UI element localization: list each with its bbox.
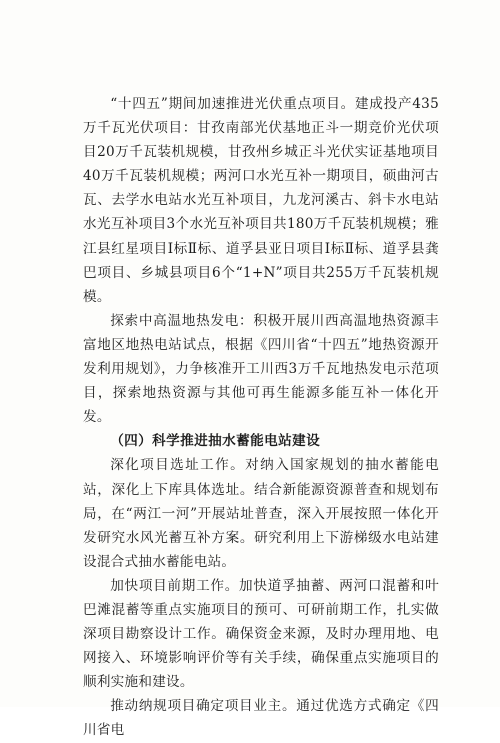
paragraph-early-stage: 加快项目前期工作。加快道孚抽蓄、两河口混蓄和叶巴滩混蓄等重点实施项目的预可、可研前期工作，扎实做深项目勘察设计工作。确保资金来源，及时办理用地、电网接入、环境影响评价等有关手续，确保重点实施项目的顺利实施和建设。 [83,577,439,691]
paragraph-owners: 推动纳规项目确定项目业主。通过优选方式确定《四川省电 [83,698,439,739]
document-body [83,92,439,743]
paragraph-solar-projects: “十四五”期间加速推进光伏重点项目。建成投产435万千瓦光伏项目：甘孜南部光伏基地正斗一期竞价光伏项目20万千瓦装机规模，甘孜州乡城正斗光伏实证基地项目40万千瓦装机规模；两河口水光互补一期项目，硕曲河古瓦、去学水电站水光互补项目，九龙河溪古、斜卡水电站水光互补项目3个水光互补项目共180万千瓦装机规模；雅江县红星项目Ⅰ标Ⅱ标、道孚县亚日项目Ⅰ标Ⅱ标、道孚县龚巴项目、乡城县项目6个“1+N”项目共255万千瓦装机规模。 [83,96,439,305]
paragraph-geothermal: 探索中高温地热发电：积极开展川西高温地热资源丰富地区地热电站试点，根据《四川省“十四五”地热资源开发利用规划》，力争核准开工川西3万千瓦地热发电示范项目，探索地热资源与其他可再生能源多能互补一体化开发。 [83,312,439,426]
paragraph-site-selection: 深化项目选址工作。对纳入国家规划的抽水蓄能电站，深化上下库具体选址。结合新能源资源普查和规划布局，在“两江一河”开展站址普查，深入开展按照一体化开发研究水风光蓄互补方案。研究利用上下游梯级水电站建设混合式抽水蓄能电站。 [83,457,439,570]
section-heading: （四）科学推进抽水蓄能电站建设 [110,433,321,450]
